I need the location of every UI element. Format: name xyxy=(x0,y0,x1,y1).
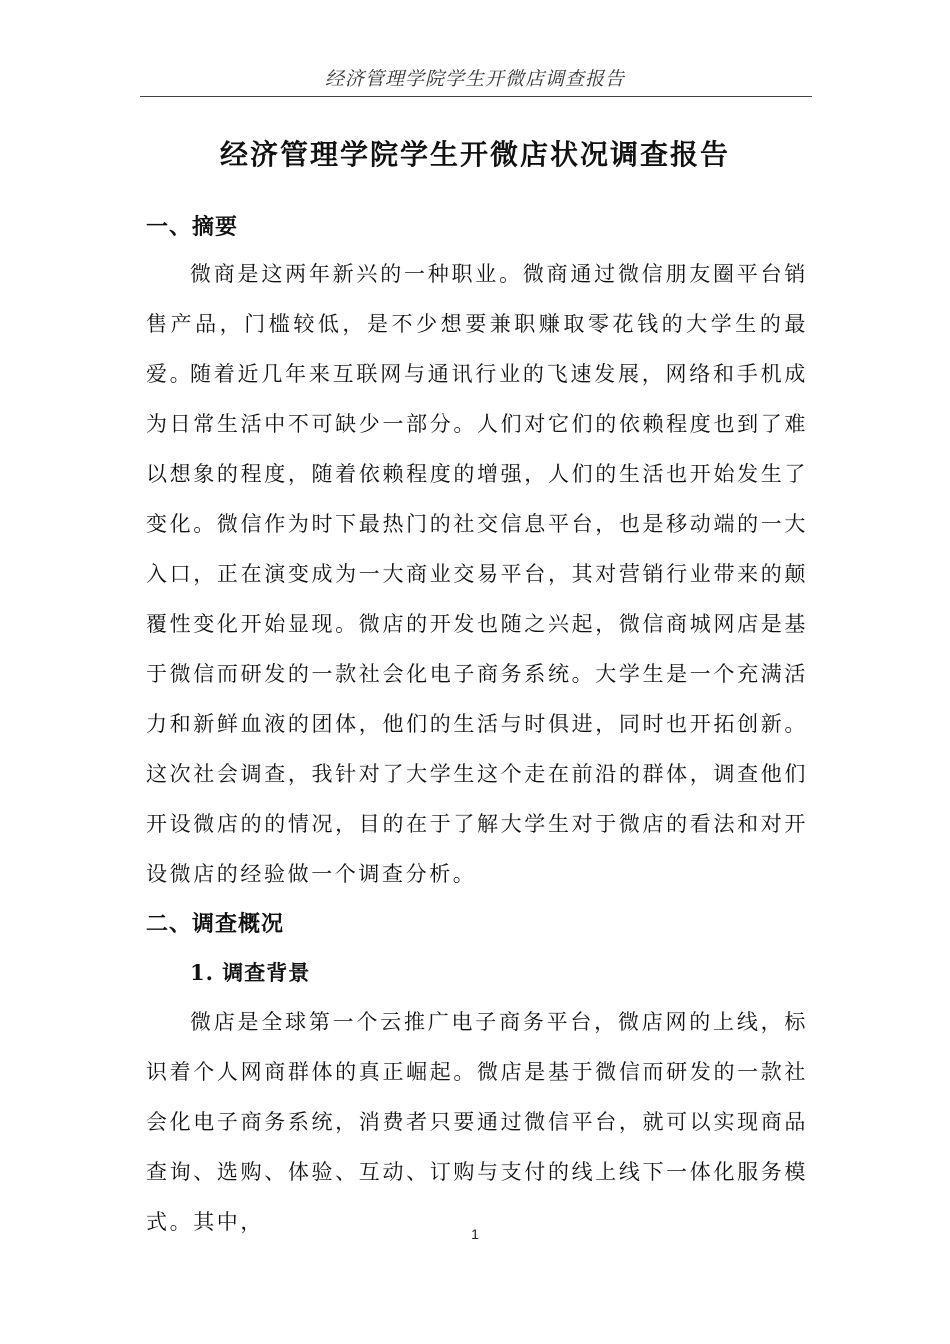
subsection-heading-background: 1. 调查背景 xyxy=(190,960,311,985)
header-divider xyxy=(140,96,812,97)
running-header: 经济管理学院学生开微店调查报告 xyxy=(324,68,625,90)
background-paragraph: 微店是全球第一个云推广电子商务平台，微店网的上线，标识着个人网商群体的真正崛起。微店是基于微信而研发的一款社会化电子商务系统，消费者只要通过微信平台，就可以实现商品查询、选购、体验、互动、订购与支付的线上线下一体化服务模式。其中， xyxy=(146,1010,808,1234)
section-heading-abstract: 一、摘要 xyxy=(146,214,239,240)
abstract-paragraph-1: 微商是这两年新兴的一种职业。微商通过微信朋友圈平台销售产品，门槛较低，是不少想要兼职赚取零花钱的大学生的最爱。 xyxy=(146,262,808,386)
document-title: 经济管理学院学生开微店状况调查报告 xyxy=(219,138,730,171)
section-heading-overview: 二、调查概况 xyxy=(146,911,285,937)
page-number: 1 xyxy=(471,1226,479,1242)
abstract-paragraph-2: 随着近几年来互联网与通讯行业的飞速发展，网络和手机成为日常生活中不可缺少一部分。人们对它们的依赖程度也到了难以想象的程度，随着依赖程度的增强，人们的生活也开始发生了变化。微信作为时下最热门的社交信息平台，也是移动端的一大入口，正在演变成为一大商业交易平台，其对营销行业带来的颠覆性变化开始显现。微店的开发也随之兴起，微信商城网店是基于微信而研发的一款社会化电子商务系统。大学生是一个充满活力和新鲜血液的团体，他们的生活与时俱进，同时也开拓创新。这次社会调查，我针对了大学生这个走在前沿的群体，调查他们开设微店的的情况，目的在于了解大学生对于微店的看法和对开设微店的经验做一个调查分析。 xyxy=(146,362,808,886)
